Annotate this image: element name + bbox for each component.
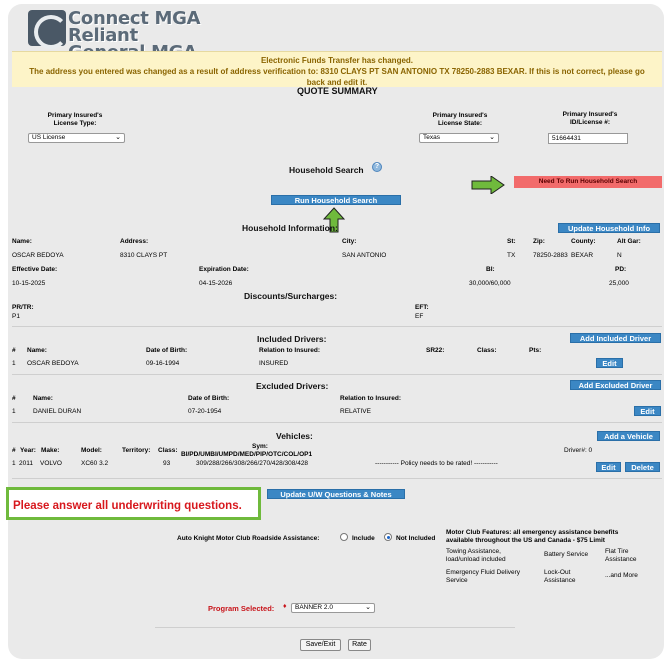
logo-mark-icon: [28, 10, 66, 46]
col-relation: Relation to Insured:: [340, 395, 402, 402]
col-territory: Territory:: [122, 447, 151, 454]
license-id-label: Primary Insured's ID/License #:: [562, 111, 618, 126]
update-uw-questions-button[interactable]: Update U/W Questions & Notes: [267, 489, 405, 499]
excluded-row-name: DANIEL DURAN: [33, 408, 82, 415]
driver-row-relation: INSURED: [259, 360, 289, 367]
divider: [12, 422, 662, 423]
col-relation: Relation to Insured:: [259, 347, 321, 354]
help-icon[interactable]: ?: [372, 162, 382, 172]
col-year: Year:: [20, 447, 36, 454]
vehicle-row-sym: 309/288/266/308/266/270/428/308/428: [196, 460, 309, 467]
driver-row-name: OSCAR BEDOYA: [27, 360, 79, 367]
add-vehicle-button[interactable]: Add a Vehicle: [597, 431, 660, 441]
insured-county: BEXAR: [571, 252, 594, 259]
col-num: #: [12, 347, 16, 354]
col-sym-detail: BI/PD/UMBI/UMPD/MED/PIP/OTC/COL/OP1: [181, 451, 313, 458]
add-included-driver-button[interactable]: Add Included Driver: [570, 333, 661, 343]
col-class: Class:: [477, 347, 497, 354]
effective-date-label: Effective Date:: [12, 266, 58, 273]
excluded-row-num: 1: [12, 408, 16, 415]
chevron-down-icon: ⌄: [489, 134, 495, 141]
divider: [12, 478, 662, 479]
col-class: Class:: [158, 447, 178, 454]
not-included-label: Not Included: [396, 535, 436, 542]
excluded-row-dob: 07-20-1954: [188, 408, 222, 415]
save-exit-button[interactable]: Save/Exit: [300, 639, 341, 651]
insured-state: TX: [507, 252, 516, 259]
alt-gar-label: Alt Gar:: [617, 238, 641, 245]
driver-row-dob: 09-16-1994: [146, 360, 180, 367]
col-dob: Date of Birth:: [146, 347, 188, 354]
eft-label: EFT:: [415, 304, 429, 311]
col-dob: Date of Birth:: [188, 395, 230, 402]
page-frame: [8, 4, 664, 659]
included-drivers-title: Included Drivers:: [257, 334, 327, 344]
pd-label: PD:: [615, 266, 627, 273]
required-icon: ♦: [283, 603, 287, 610]
edit-excluded-driver-button[interactable]: Edit: [634, 406, 661, 416]
divider: [12, 326, 662, 327]
brand-line1: Connect MGA: [68, 8, 201, 29]
col-make: Make:: [41, 447, 60, 454]
eft-value: EF: [415, 313, 424, 320]
col-pts: Pts:: [529, 347, 542, 354]
motor-club-features-title: Motor Club Features: all emergency assistance benefits available throughout the US and Canada - $75 Limit: [446, 529, 619, 544]
state-label: St:: [507, 238, 516, 245]
vehicle-row-num: 1: [12, 460, 16, 467]
license-state-label: Primary Insured's License State:: [432, 112, 488, 127]
bi-label: BI:: [486, 266, 495, 273]
vehicle-row-model: XC60 3.2: [81, 460, 109, 467]
name-label: Name:: [12, 238, 32, 245]
rate-button[interactable]: Rate: [348, 639, 371, 651]
run-household-search-button[interactable]: Run Household Search: [271, 195, 401, 205]
motor-club-label: Auto Knight Motor Club Roadside Assistance:: [177, 535, 320, 542]
effective-date: 10-15-2025: [12, 280, 46, 287]
pd-value: 25,000: [609, 280, 629, 287]
delete-vehicle-button[interactable]: Delete: [625, 462, 660, 472]
address-label: Address:: [120, 238, 149, 245]
program-selected-label: Program Selected:: [208, 604, 275, 613]
expiration-date-label: Expiration Date:: [199, 266, 249, 273]
driver-number: Driver#: 0: [564, 447, 593, 454]
need-household-search-alert: Need To Run Household Search: [514, 176, 662, 188]
feature-fluid: Emergency Fluid Delivery Service: [446, 569, 521, 584]
insured-name: OSCAR BEDOYA: [12, 252, 64, 259]
vehicle-row-make: VOLVO: [40, 460, 62, 467]
quote-summary-title: QUOTE SUMMARY: [297, 86, 378, 96]
edit-included-driver-button[interactable]: Edit: [596, 358, 623, 368]
feature-battery: Battery Service: [544, 551, 589, 558]
divider: [12, 374, 662, 375]
license-state-select[interactable]: Texas ⌄: [419, 133, 499, 143]
insured-alt-gar: N: [617, 252, 622, 259]
not-included-radio[interactable]: [384, 533, 392, 541]
insured-city: SAN ANTONIO: [342, 252, 387, 259]
notice-banner: [12, 51, 662, 87]
col-num: #: [12, 395, 16, 402]
prtr-label: PR/TR:: [12, 304, 34, 311]
banner-line1: Electronic Funds Transfer has changed.: [260, 56, 414, 65]
excluded-row-relation: RELATIVE: [340, 408, 371, 415]
program-select[interactable]: BANNER 2.0 ⌄: [291, 603, 375, 613]
col-num: #: [12, 447, 16, 454]
zip-label: Zip:: [533, 238, 545, 245]
feature-more: ...and More: [605, 572, 638, 579]
vehicle-row-class: 93: [163, 460, 171, 467]
chevron-down-icon: ⌄: [365, 604, 371, 611]
chevron-down-icon: ⌄: [115, 134, 121, 141]
add-excluded-driver-button[interactable]: Add Excluded Driver: [570, 380, 661, 390]
excluded-drivers-title: Excluded Drivers:: [256, 381, 329, 391]
col-name: Name:: [27, 347, 47, 354]
prtr-value: P1: [12, 313, 20, 320]
county-label: County:: [571, 238, 596, 245]
vehicles-title: Vehicles:: [276, 431, 313, 441]
license-type-select[interactable]: US License ⌄: [28, 133, 125, 143]
arrow-right-icon: [471, 176, 505, 194]
license-type-label: Primary Insured's License Type:: [47, 112, 103, 127]
household-search-title: Household Search: [289, 165, 364, 175]
discounts-title: Discounts/Surcharges:: [244, 291, 338, 301]
license-id-input[interactable]: 51664431: [548, 133, 628, 144]
update-household-info-button[interactable]: Update Household Info: [558, 223, 660, 233]
underwriting-warning: Please answer all underwriting questions.: [13, 500, 242, 512]
edit-vehicle-button[interactable]: Edit: [596, 462, 621, 472]
include-radio[interactable]: [340, 533, 348, 541]
feature-flat-tire: Flat Tire Assistance: [605, 548, 637, 563]
household-info-title: Household Information:: [242, 223, 338, 233]
include-label: Include: [352, 535, 375, 542]
col-sr22: SR22:: [426, 347, 445, 354]
expiration-date: 04-15-2026: [199, 280, 233, 287]
feature-lockout: Lock-Out Assistance: [544, 569, 576, 584]
city-label: City:: [342, 238, 357, 245]
vehicle-row-year: 2011: [19, 460, 33, 467]
col-sym: Sym:: [252, 443, 268, 450]
brand-logo: [28, 10, 218, 46]
insured-address: 8310 CLAYS PT: [120, 252, 168, 259]
bi-value: 30,000/60,000: [469, 280, 511, 287]
underwriting-warning-box: [6, 487, 261, 520]
banner-line2: The address you entered was changed as a result of address verification to: 8310 CLAYS PT SAN ANTONIO TX 78250-2883 BEXAR. If this is not correct, please go back and edit it.: [29, 67, 645, 87]
vehicle-row-note: ----------- Policy needs to be rated! -----------: [375, 460, 498, 467]
col-name: Name:: [33, 395, 53, 402]
driver-row-num: 1: [12, 360, 16, 367]
feature-towing: Towing Assistance, load/unload included: [446, 548, 506, 563]
brand-line2: Reliant: [68, 25, 138, 46]
insured-zip: 78250-2883: [533, 252, 568, 259]
col-model: Model:: [81, 447, 102, 454]
divider: [155, 627, 515, 628]
